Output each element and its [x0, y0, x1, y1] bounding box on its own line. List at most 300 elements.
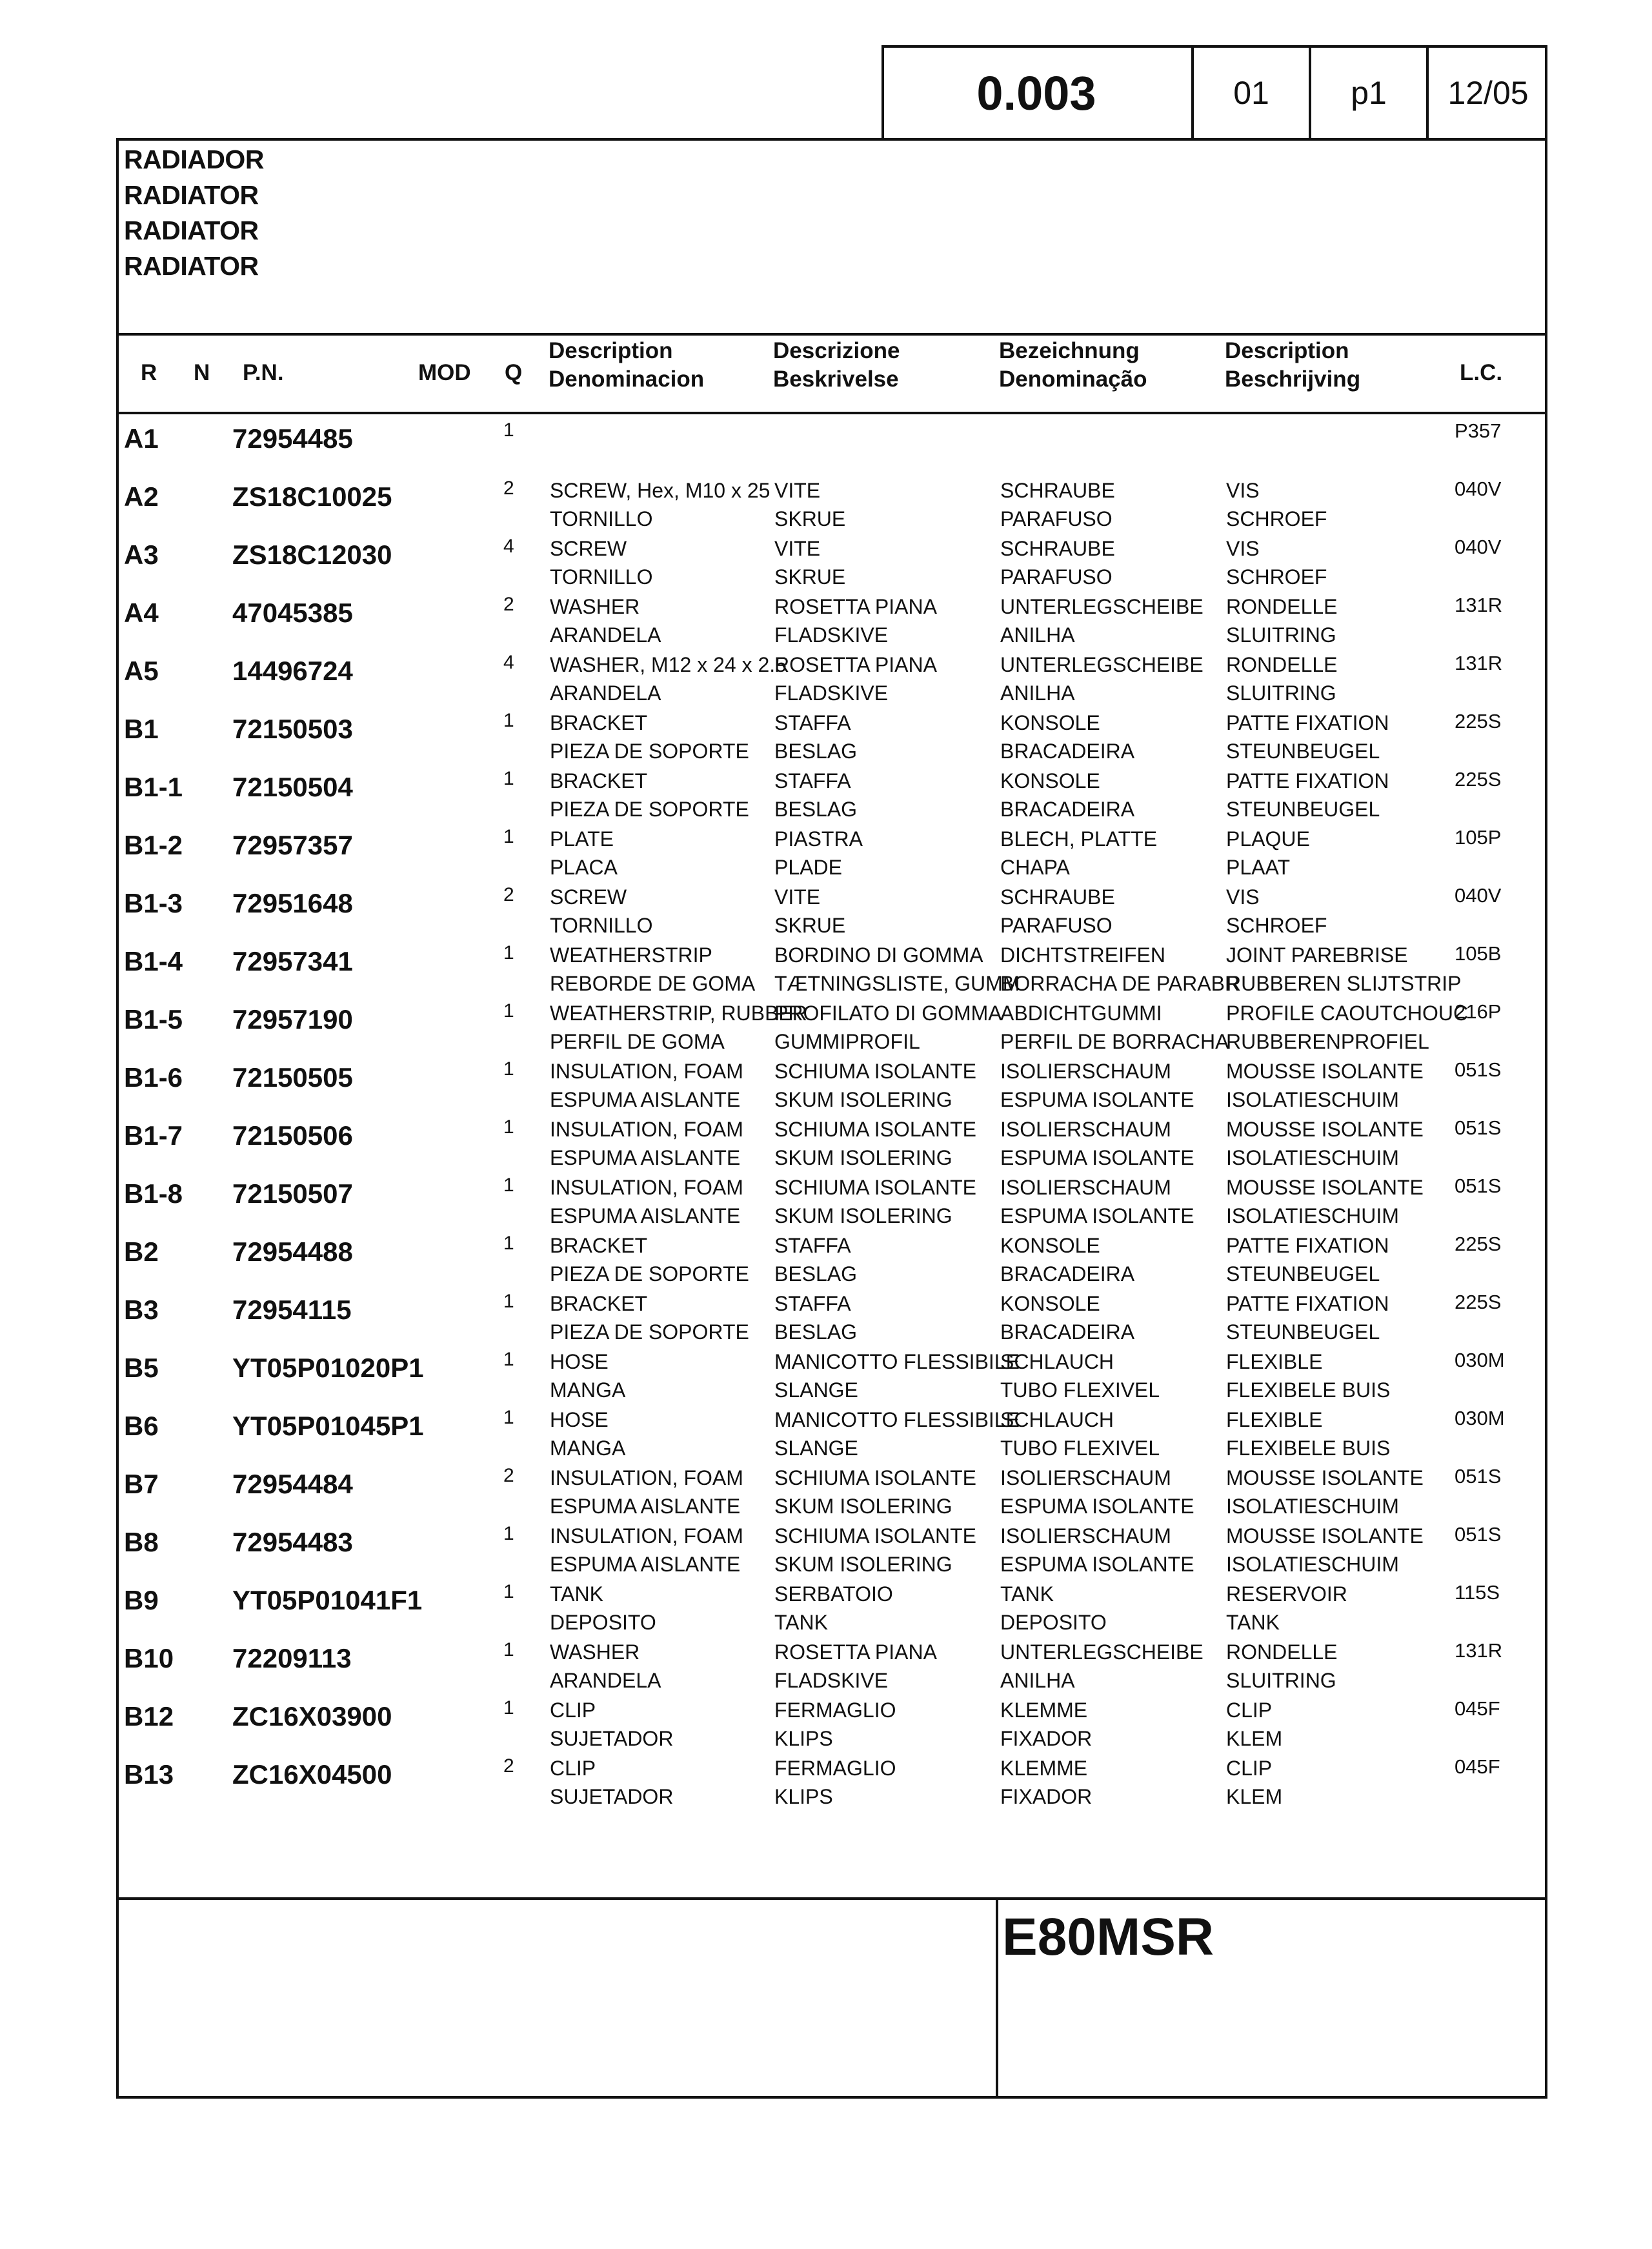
desc-italian: SCHIUMA ISOLANTE: [774, 1118, 976, 1141]
title-spanish: RADIADOR: [124, 145, 264, 174]
desc-portuguese: FIXADOR: [1000, 1785, 1093, 1808]
title-divider: [116, 333, 1547, 336]
desc-english: TANK: [550, 1582, 603, 1606]
desc-danish: PLADE: [774, 856, 842, 879]
row-ref: B2: [124, 1236, 159, 1267]
desc-spanish: DEPOSITO: [550, 1611, 656, 1634]
desc-french: MOUSSE ISOLANTE: [1226, 1176, 1424, 1199]
row-ref: B1-5: [124, 1004, 183, 1034]
row-lc: 115S: [1455, 1581, 1500, 1604]
row-part-number: YT05P01020P1: [232, 1353, 424, 1383]
desc-italian: PROFILATO DI GOMMA: [774, 1002, 1002, 1025]
desc-french: VIS: [1226, 479, 1260, 502]
row-ref: B1-2: [124, 830, 183, 860]
desc-french: PROFILE CAOUTCHOUC: [1226, 1002, 1469, 1025]
table-row: [116, 476, 1545, 534]
row-ref: B8: [124, 1527, 159, 1557]
desc-dutch: TANK: [1226, 1611, 1280, 1634]
desc-english: WEATHERSTRIP: [550, 943, 712, 967]
col-mod: MOD: [418, 360, 471, 385]
row-lc: 216P: [1455, 1000, 1502, 1023]
desc-spanish: PIEZA DE SOPORTE: [550, 740, 749, 763]
table-row: [116, 1580, 1545, 1638]
desc-spanish: TORNILLO: [550, 914, 653, 937]
desc-german: KONSOLE: [1000, 711, 1100, 734]
desc-dutch: STEUNBEUGEL: [1226, 1262, 1380, 1286]
desc-portuguese: ESPUMA ISOLANTE: [1000, 1495, 1194, 1518]
desc-spanish: ESPUMA AISLANTE: [550, 1146, 741, 1169]
desc-danish: SKUM ISOLERING: [774, 1146, 952, 1169]
desc-danish: BESLAG: [774, 1320, 858, 1344]
table-row: [116, 1754, 1545, 1812]
row-ref: B9: [124, 1585, 159, 1615]
row-quantity: 1: [503, 710, 514, 731]
desc-dutch: SCHROEF: [1226, 914, 1327, 937]
desc-spanish: MANGA: [550, 1378, 626, 1402]
desc-italian: STAFFA: [774, 711, 851, 734]
row-lc: 030M: [1455, 1407, 1505, 1429]
desc-danish: FLADSKIVE: [774, 681, 889, 705]
desc-portuguese: PERFIL DE BORRACHA: [1000, 1030, 1229, 1053]
desc-italian: VITE: [774, 537, 821, 560]
row-lc: 045F: [1455, 1697, 1500, 1720]
row-ref: A1: [124, 423, 159, 454]
row-quantity: 2: [503, 594, 514, 615]
desc-spanish: SUJETADOR: [550, 1727, 674, 1750]
desc-danish: FLADSKIVE: [774, 1669, 889, 1692]
desc-spanish: PIEZA DE SOPORTE: [550, 1320, 749, 1344]
row-part-number: 72150505: [232, 1062, 353, 1093]
row-part-number: ZC16X03900: [232, 1701, 392, 1731]
desc-italian: SERBATOIO: [774, 1582, 893, 1606]
desc-dutch: ISOLATIESCHUIM: [1226, 1553, 1399, 1576]
desc-german: ISOLIERSCHAUM: [1000, 1524, 1171, 1548]
desc-german: TANK: [1000, 1582, 1054, 1606]
row-lc: 131R: [1455, 652, 1503, 674]
row-ref: B1-1: [124, 772, 183, 802]
model-name: E80MSR: [1002, 1908, 1214, 1966]
table-row: [116, 883, 1545, 941]
col-n: N: [194, 360, 210, 385]
row-lc: 045F: [1455, 1755, 1500, 1778]
desc-spanish: PLACA: [550, 856, 618, 879]
row-quantity: 1: [503, 419, 514, 441]
desc-spanish: MANGA: [550, 1437, 626, 1460]
desc-portuguese: TUBO FLEXIVEL: [1000, 1437, 1160, 1460]
row-lc: 131R: [1455, 1639, 1503, 1662]
desc-danish: SKUM ISOLERING: [774, 1553, 952, 1576]
desc-german: DICHTSTREIFEN: [1000, 943, 1165, 967]
title-german: RADIATOR: [124, 251, 259, 281]
desc-italian: STAFFA: [774, 769, 851, 792]
table-row: [116, 1231, 1545, 1289]
revision-date: 12/05: [1447, 75, 1529, 111]
desc-french: FLEXIBLE: [1226, 1408, 1323, 1431]
desc-spanish: ESPUMA AISLANTE: [550, 1495, 741, 1518]
desc-portuguese: DEPOSITO: [1000, 1611, 1107, 1634]
row-quantity: 4: [503, 652, 514, 673]
desc-french: CLIP: [1226, 1757, 1273, 1780]
desc-german: SCHLAUCH: [1000, 1408, 1114, 1431]
row-quantity: 1: [503, 768, 514, 789]
desc-dutch: ISOLATIESCHUIM: [1226, 1495, 1399, 1518]
row-lc: 051S: [1455, 1058, 1502, 1081]
desc-dutch: SCHROEF: [1226, 565, 1327, 589]
row-lc: 051S: [1455, 1523, 1502, 1546]
row-quantity: 1: [503, 1000, 514, 1022]
desc-german: KONSOLE: [1000, 1234, 1100, 1257]
row-part-number: 72957341: [232, 946, 353, 976]
desc-german: ISOLIERSCHAUM: [1000, 1466, 1171, 1489]
row-lc: 105P: [1455, 826, 1502, 849]
desc-portuguese: BRACADEIRA: [1000, 740, 1135, 763]
desc-german: ISOLIERSCHAUM: [1000, 1176, 1171, 1199]
desc-english: WASHER: [550, 595, 640, 618]
desc-german: UNTERLEGSCHEIBE: [1000, 595, 1204, 618]
desc-german: KLEMME: [1000, 1699, 1088, 1722]
desc-portuguese: BRACADEIRA: [1000, 1320, 1135, 1344]
row-part-number: 72954483: [232, 1527, 353, 1557]
desc-spanish: SUJETADOR: [550, 1785, 674, 1808]
row-lc: 131R: [1455, 594, 1503, 616]
desc-dutch: STEUNBEUGEL: [1226, 1320, 1380, 1344]
desc-danish: SLANGE: [774, 1437, 858, 1460]
desc-danish: SLANGE: [774, 1378, 858, 1402]
row-lc: 051S: [1455, 1465, 1502, 1488]
row-quantity: 4: [503, 536, 514, 557]
col-desc2-bottom: Beskrivelse: [773, 367, 899, 392]
desc-danish: SKRUE: [774, 914, 846, 937]
desc-spanish: PIEZA DE SOPORTE: [550, 798, 749, 821]
title-italian: RADIATOR: [124, 216, 259, 245]
desc-spanish: ESPUMA AISLANTE: [550, 1204, 741, 1227]
desc-french: RESERVOIR: [1226, 1582, 1347, 1606]
desc-italian: MANICOTTO FLESSIBILE: [774, 1408, 1020, 1431]
row-ref: B1-3: [124, 888, 183, 918]
table-row: [116, 534, 1545, 592]
row-part-number: 72150506: [232, 1120, 353, 1151]
row-ref: A3: [124, 540, 159, 570]
desc-dutch: ISOLATIESCHUIM: [1226, 1146, 1399, 1169]
desc-dutch: FLEXIBELE BUIS: [1226, 1437, 1391, 1460]
row-lc: 225S: [1455, 768, 1502, 791]
desc-german: UNTERLEGSCHEIBE: [1000, 1640, 1204, 1664]
desc-english: INSULATION, FOAM: [550, 1060, 743, 1083]
desc-english: WASHER, M12 x 24 x 2.5: [550, 653, 787, 676]
desc-french: VIS: [1226, 885, 1260, 909]
desc-portuguese: PARAFUSO: [1000, 507, 1113, 530]
row-ref: B12: [124, 1701, 174, 1731]
desc-italian: MANICOTTO FLESSIBILE: [774, 1350, 1020, 1373]
table-row: [116, 1115, 1545, 1173]
row-lc: 225S: [1455, 710, 1502, 732]
row-quantity: 2: [503, 1465, 514, 1486]
desc-spanish: REBORDE DE GOMA: [550, 972, 756, 995]
desc-german: KLEMME: [1000, 1757, 1088, 1780]
col-r: R: [141, 360, 157, 385]
footer-split: [996, 1897, 998, 2099]
row-part-number: ZS18C10025: [232, 481, 392, 512]
row-ref: B5: [124, 1353, 159, 1383]
desc-danish: SKRUE: [774, 565, 846, 589]
document-code: 0.003: [976, 66, 1096, 120]
desc-french: RONDELLE: [1226, 653, 1338, 676]
row-ref: B6: [124, 1411, 159, 1441]
desc-spanish: TORNILLO: [550, 565, 653, 589]
desc-portuguese: ESPUMA ISOLANTE: [1000, 1088, 1194, 1111]
desc-danish: TANK: [774, 1611, 828, 1634]
row-quantity: 2: [503, 478, 514, 499]
row-quantity: 1: [503, 1523, 514, 1544]
desc-french: RONDELLE: [1226, 595, 1338, 618]
desc-english: INSULATION, FOAM: [550, 1524, 743, 1548]
desc-danish: SKUM ISOLERING: [774, 1495, 952, 1518]
col-desc3-bottom: Denominação: [999, 367, 1147, 392]
desc-italian: PIASTRA: [774, 827, 863, 851]
desc-dutch: KLEM: [1226, 1785, 1283, 1808]
desc-german: SCHRAUBE: [1000, 885, 1115, 909]
table-row: [116, 1406, 1545, 1464]
desc-english: BRACKET: [550, 1234, 648, 1257]
desc-french: PATTE FIXATION: [1226, 1292, 1389, 1315]
row-ref: B7: [124, 1469, 159, 1499]
desc-spanish: PIEZA DE SOPORTE: [550, 1262, 749, 1286]
desc-portuguese: BRACADEIRA: [1000, 1262, 1135, 1286]
desc-dutch: RUBBEREN SLIJTSTRIP: [1226, 972, 1462, 995]
desc-english: SCREW: [550, 885, 627, 909]
desc-english: HOSE: [550, 1350, 609, 1373]
table-row: [116, 1347, 1545, 1406]
row-part-number: 72957190: [232, 1004, 353, 1034]
desc-german: UNTERLEGSCHEIBE: [1000, 653, 1204, 676]
row-lc: 105B: [1455, 942, 1502, 965]
table-row: [116, 1057, 1545, 1115]
desc-danish: BESLAG: [774, 740, 858, 763]
desc-portuguese: ESPUMA ISOLANTE: [1000, 1146, 1194, 1169]
row-ref: B13: [124, 1759, 174, 1790]
row-ref: A4: [124, 598, 159, 628]
desc-italian: ROSETTA PIANA: [774, 653, 937, 676]
desc-spanish: PERFIL DE GOMA: [550, 1030, 725, 1053]
desc-italian: SCHIUMA ISOLANTE: [774, 1466, 976, 1489]
table-row: [116, 418, 1545, 476]
row-ref: B1: [124, 714, 159, 744]
row-ref: B10: [124, 1643, 174, 1673]
sheet-number: 01: [1233, 75, 1269, 111]
table-row: [116, 999, 1545, 1057]
desc-portuguese: ANILHA: [1000, 623, 1075, 647]
desc-german: SCHLAUCH: [1000, 1350, 1114, 1373]
row-quantity: 1: [503, 1175, 514, 1196]
row-part-number: 47045385: [232, 598, 353, 628]
desc-spanish: TORNILLO: [550, 507, 653, 530]
footer-divider: [116, 1897, 1547, 1900]
desc-dutch: SLUITRING: [1226, 1669, 1336, 1692]
column-header-divider: [116, 412, 1547, 414]
row-part-number: 72957357: [232, 830, 353, 860]
table-row: [116, 650, 1545, 709]
row-part-number: 72150504: [232, 772, 353, 802]
desc-english: CLIP: [550, 1699, 596, 1722]
desc-french: PATTE FIXATION: [1226, 711, 1389, 734]
title-english: RADIATOR: [124, 180, 259, 210]
desc-french: PLAQUE: [1226, 827, 1310, 851]
desc-spanish: ARANDELA: [550, 1669, 661, 1692]
table-row: [116, 825, 1545, 883]
row-lc: 051S: [1455, 1116, 1502, 1139]
desc-dutch: PLAAT: [1226, 856, 1290, 879]
col-desc2-top: Descrizione: [773, 338, 900, 363]
desc-french: RONDELLE: [1226, 1640, 1338, 1664]
desc-french: MOUSSE ISOLANTE: [1226, 1466, 1424, 1489]
col-desc4-bottom: Beschrijving: [1225, 367, 1361, 392]
desc-french: JOINT PAREBRISE: [1226, 943, 1408, 967]
row-quantity: 1: [503, 1581, 514, 1602]
desc-dutch: KLEM: [1226, 1727, 1283, 1750]
row-quantity: 1: [503, 1058, 514, 1080]
row-quantity: 1: [503, 1639, 514, 1660]
table-row: [116, 1464, 1545, 1522]
desc-italian: STAFFA: [774, 1234, 851, 1257]
desc-danish: KLIPS: [774, 1785, 833, 1808]
desc-dutch: STEUNBEUGEL: [1226, 740, 1380, 763]
desc-portuguese: PARAFUSO: [1000, 914, 1113, 937]
desc-portuguese: ESPUMA ISOLANTE: [1000, 1204, 1194, 1227]
row-part-number: 72150507: [232, 1178, 353, 1209]
row-lc: 030M: [1455, 1349, 1505, 1371]
desc-dutch: FLEXIBELE BUIS: [1226, 1378, 1391, 1402]
row-lc: P357: [1455, 419, 1502, 442]
table-row: [116, 709, 1545, 767]
desc-portuguese: BORRACHA DE PARABR: [1000, 972, 1240, 995]
desc-danish: SKUM ISOLERING: [774, 1204, 952, 1227]
row-ref: B1-6: [124, 1062, 183, 1093]
desc-english: BRACKET: [550, 711, 648, 734]
col-desc1-top: Description: [549, 338, 673, 363]
desc-french: VIS: [1226, 537, 1260, 560]
col-q: Q: [505, 360, 523, 385]
desc-portuguese: PARAFUSO: [1000, 565, 1113, 589]
desc-french: PATTE FIXATION: [1226, 1234, 1389, 1257]
row-ref: B1-7: [124, 1120, 183, 1151]
desc-portuguese: BRACADEIRA: [1000, 798, 1135, 821]
row-ref: B1-8: [124, 1178, 183, 1209]
desc-italian: ROSETTA PIANA: [774, 595, 937, 618]
row-quantity: 1: [503, 942, 514, 963]
desc-dutch: STEUNBEUGEL: [1226, 798, 1380, 821]
row-ref: A2: [124, 481, 159, 512]
desc-spanish: ESPUMA AISLANTE: [550, 1553, 741, 1576]
table-row: [116, 592, 1545, 650]
table-row: [116, 1522, 1545, 1580]
desc-italian: FERMAGLIO: [774, 1699, 896, 1722]
row-part-number: ZC16X04500: [232, 1759, 392, 1790]
desc-danish: BESLAG: [774, 1262, 858, 1286]
desc-danish: SKUM ISOLERING: [774, 1088, 952, 1111]
desc-english: PLATE: [550, 827, 614, 851]
row-quantity: 1: [503, 1407, 514, 1428]
row-lc: 040V: [1455, 478, 1502, 500]
desc-italian: STAFFA: [774, 1292, 851, 1315]
desc-german: ABDICHTGUMMI: [1000, 1002, 1162, 1025]
desc-dutch: SCHROEF: [1226, 507, 1327, 530]
row-lc: 051S: [1455, 1175, 1502, 1197]
row-part-number: 72209113: [232, 1643, 352, 1673]
desc-portuguese: ANILHA: [1000, 1669, 1075, 1692]
desc-dutch: SLUITRING: [1226, 623, 1336, 647]
desc-french: MOUSSE ISOLANTE: [1226, 1524, 1424, 1548]
row-ref: A5: [124, 656, 159, 686]
desc-danish: GUMMIPROFIL: [774, 1030, 920, 1053]
desc-danish: SKRUE: [774, 507, 846, 530]
row-quantity: 1: [503, 1697, 514, 1719]
desc-dutch: ISOLATIESCHUIM: [1226, 1088, 1399, 1111]
desc-danish: TÆTNINGSLISTE, GUMM: [774, 972, 1020, 995]
desc-german: SCHRAUBE: [1000, 479, 1115, 502]
desc-danish: FLADSKIVE: [774, 623, 889, 647]
desc-french: MOUSSE ISOLANTE: [1226, 1060, 1424, 1083]
table-row: [116, 1696, 1545, 1754]
desc-dutch: SLUITRING: [1226, 681, 1336, 705]
desc-spanish: ESPUMA AISLANTE: [550, 1088, 741, 1111]
desc-english: SCREW, Hex, M10 x 25: [550, 479, 771, 502]
row-part-number: 72954485: [232, 423, 353, 454]
desc-italian: VITE: [774, 479, 821, 502]
desc-portuguese: FIXADOR: [1000, 1727, 1093, 1750]
desc-english: INSULATION, FOAM: [550, 1176, 743, 1199]
row-ref: B3: [124, 1295, 159, 1325]
row-quantity: 1: [503, 826, 514, 847]
desc-italian: SCHIUMA ISOLANTE: [774, 1060, 976, 1083]
desc-english: HOSE: [550, 1408, 609, 1431]
row-quantity: 1: [503, 1116, 514, 1138]
desc-italian: SCHIUMA ISOLANTE: [774, 1524, 976, 1548]
desc-portuguese: ANILHA: [1000, 681, 1075, 705]
row-lc: 040V: [1455, 884, 1502, 907]
row-lc: 040V: [1455, 536, 1502, 558]
desc-french: PATTE FIXATION: [1226, 769, 1389, 792]
desc-english: WEATHERSTRIP, RUBBER: [550, 1002, 807, 1025]
row-quantity: 1: [503, 1349, 514, 1370]
desc-portuguese: CHAPA: [1000, 856, 1070, 879]
col-desc4-top: Description: [1225, 338, 1349, 363]
row-quantity: 1: [503, 1233, 514, 1254]
desc-english: INSULATION, FOAM: [550, 1466, 743, 1489]
table-row: [116, 1173, 1545, 1231]
desc-italian: VITE: [774, 885, 821, 909]
desc-german: ISOLIERSCHAUM: [1000, 1060, 1171, 1083]
desc-dutch: ISOLATIESCHUIM: [1226, 1204, 1399, 1227]
desc-spanish: ARANDELA: [550, 623, 661, 647]
row-quantity: 2: [503, 1755, 514, 1777]
desc-french: MOUSSE ISOLANTE: [1226, 1118, 1424, 1141]
col-desc1-bottom: Denominacion: [549, 367, 705, 392]
row-quantity: 2: [503, 884, 514, 905]
row-part-number: ZS18C12030: [232, 540, 392, 570]
row-part-number: 14496724: [232, 656, 353, 686]
desc-english: BRACKET: [550, 1292, 648, 1315]
desc-italian: FERMAGLIO: [774, 1757, 896, 1780]
desc-italian: BORDINO DI GOMMA: [774, 943, 983, 967]
row-part-number: 72951648: [232, 888, 353, 918]
desc-italian: SCHIUMA ISOLANTE: [774, 1176, 976, 1199]
desc-english: BRACKET: [550, 769, 648, 792]
row-quantity: 1: [503, 1291, 514, 1312]
col-desc3-top: Bezeichnung: [999, 338, 1140, 363]
row-part-number: YT05P01045P1: [232, 1411, 424, 1441]
desc-danish: BESLAG: [774, 798, 858, 821]
row-lc: 225S: [1455, 1233, 1502, 1255]
